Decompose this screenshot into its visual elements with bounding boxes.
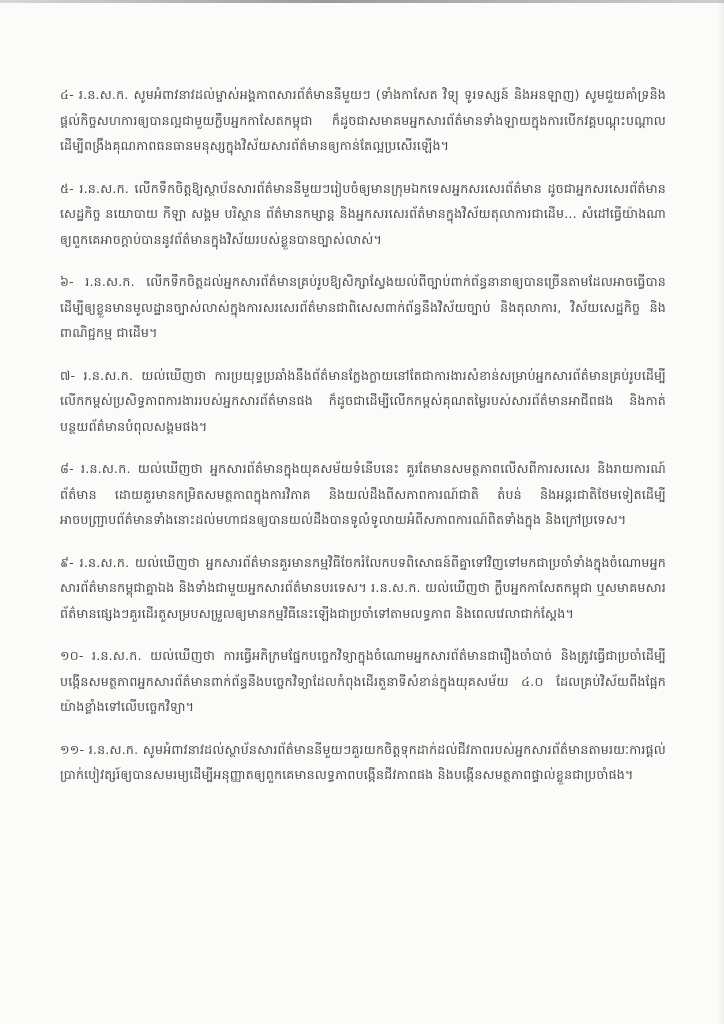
document-body — [60, 82, 666, 805]
resolution-paragraph-9: ៩- រ.ន.ស.ក. យល់ឃើញថា អ្នកសារព័ត៌មានគួរមានកម្មវិធីចែករំលែកបទពិសោធន៍ពីគ្នាទៅវិញទៅមកជាប្រចាំទាំងក្នុងចំណោមអ្នកសារព័ត៌មានកម្ពុជាគ្នាឯង និងទាំងជាមួយអ្នកសារព័ត៌មានបរទេស។ រ.ន.ស.ក. យល់ឃើញថា ក្លឹបអ្នកកាសែតកម្ពុជា ឬសមាគមសារព័ត៌មានផ្សេងៗគួរដើរតួសម្របសម្រួលឲ្យមានកម្មវិធីនេះឡើងជាប្រចាំទៅតាមលទ្ធភាព និងពេលវេលាជាក់ស្តែង។ — [60, 554, 666, 621]
scan-right-edge — [718, 0, 724, 1024]
resolution-paragraph-8: ៨- រ.ន.ស.ក. យល់ឃើញថា អ្នកសារព័ត៌មានក្នុងយុគសម័យទំនើបនេះ គួរតែមានសមត្ថភាពលើសពីការសរសេរ និងរាយការណ៍ព័ត៌មាន ដោយគួរមានកម្រិតសមត្ថភាពក្នុងការវិភាគ និងយល់ដឹងពីសភាពការណ៍ជាតិ តំបន់ និងអន្តរជាតិថែមទៀតដើម្បីអាចបញ្ជ្រាបព័ត៌មានទាំងនោះដល់មហាជនឲ្យបានយល់ដឹងបានទូលំទូលាយអំពីសភាពការណ៍ពិតទាំងក្នុង និងក្រៅប្រទេស។ — [60, 461, 666, 527]
resolution-paragraph-6: ៦- រ.ន.ស.ក. លើកទឹកចិត្តដល់អ្នកសារព័ត៌មានគ្រប់រូបឱ្យសិក្សាស្វែងយល់ពីច្បាប់ពាក់ព័ន្ធនានាឲ្យបានច្រើនតាមដែលអាចធ្វើបាន ដើម្បីឲ្យខ្លួនមានមូលដ្ឋានច្បាស់លាស់ក្នុងការសរសេរព័ត៌មានជាពិសេសពាក់ព័ន្ធនឹងវិស័យច្បាប់ និងតុលាការ, វិស័យសេដ្ឋកិច្ច និងពាណិជ្ជកម្ម ជាដើម។ — [60, 274, 666, 340]
resolution-paragraph-5: ៥- រ.ន.ស.ក. លើកទឹកចិត្តឱ្យស្ថាប័នសារព័ត៌មាននីមួយៗរៀបចំឲ្យមានក្រុមឯកទេសអ្នកសរសេរព័ត៌មាន ដូចជាអ្នកសរសេរព័ត៌មានសេដ្ឋកិច្ច នយោបាយ កីឡា សង្គម បរិស្ថាន ព័ត៌មានកម្សាន្ត និងអ្នកសរសេរព័ត៌មានក្នុងវិស័យតុលាការជាដើម... សំដៅធ្វើយ៉ាងណាឲ្យពួកគេអាចក្តាប់បាននូវព័ត៌មានក្នុងវិស័យរបស់ខ្លួនបានច្បាស់លាស់។ — [60, 180, 666, 247]
resolution-paragraph-11: ១១- រ.ន.ស.ក. សូមអំពាវនាវដល់ស្ថាប័នសារព័ត៌មាននីមួយៗគួរយកចិត្តទុកដាក់ដល់ជីវភាពរបស់អ្នកសារព័ត៌មានតាមរយៈការផ្តល់ប្រាក់បៀវត្សរ៍ឲ្យបានសមរម្យដើម្បីអនុញ្ញាតឲ្យពួកគេមានលទ្ធភាពបង្កើនជីវភាពផង និងបង្កើនសមត្ថភាពផ្ទាល់ខ្លួនជាប្រចាំផង។ — [60, 741, 666, 782]
resolution-paragraph-7: ៧- រ.ន.ស.ក. យល់ឃើញថា ការប្រយុទ្ធប្រឆាំងនឹងព័ត៌មានក្លែងក្លាយនៅតែជាការងារសំខាន់សម្រាប់អ្នកសារព័ត៌មានគ្រប់រូបដើម្បីលើកកម្ពស់ប្រសិទ្ធភាពការងាររបស់អ្នកសារព័ត៌មានផង ក៏ដូចជាដើម្បីលើកកម្ពស់គុណតម្លៃរបស់សារព័ត៌មានអាជីពផង និងកាត់បន្ថយព័ត៌មានបំពុលសង្គមផង។ — [60, 367, 666, 434]
resolution-paragraph-10: ១០- រ.ន.ស.ក. យល់ឃើញថា ការធ្វើអភិក្រមផ្នែកបច្ចេកវិទ្យាក្នុងចំណោមអ្នកសារព័ត៌មានជារឿងចាំបាច់ និងត្រូវធ្វើជាប្រចាំដើម្បីបង្កើនសមត្ថភាពអ្នកសារព័ត៌មានពាក់ព័ន្ធនឹងបច្ចេកវិទ្យាដែលកំពុងដើរតួនាទីសំខាន់ក្នុងយុគសម័យ ៤.០ ដែលគ្រប់វិស័យពឹងផ្អែកយ៉ាងខ្លាំងទៅលើបច្ចេកវិទ្យា។ — [60, 648, 666, 714]
scan-top-edge — [0, 0, 724, 3]
resolution-paragraph-4: ៤- រ.ន.ស.ក. សូមអំពាវនាវដល់ម្ចាស់អង្គភាពសារព័ត៌មាននីមួយៗ (ទាំងកាសែត វិទ្យុ ទូរទស្សន៍ និងអនឡាញ) សូមជួយគាំទ្រនិងផ្តល់កិច្ចសហការឲ្យបានល្អជាមួយក្លឹបអ្នកកាសែតកម្ពុជា ក៏ដូចជាសមាគមអ្នកសារព័ត៌មានទាំងឡាយក្នុងការបើកវគ្គបណ្តុះបណ្តាលដើម្បីពង្រឹងគុណភាពធនធានមនុស្សក្នុងវិស័យសារព័ត៌មានឲ្យកាន់តែល្អប្រសើរឡើង។ — [60, 87, 666, 153]
